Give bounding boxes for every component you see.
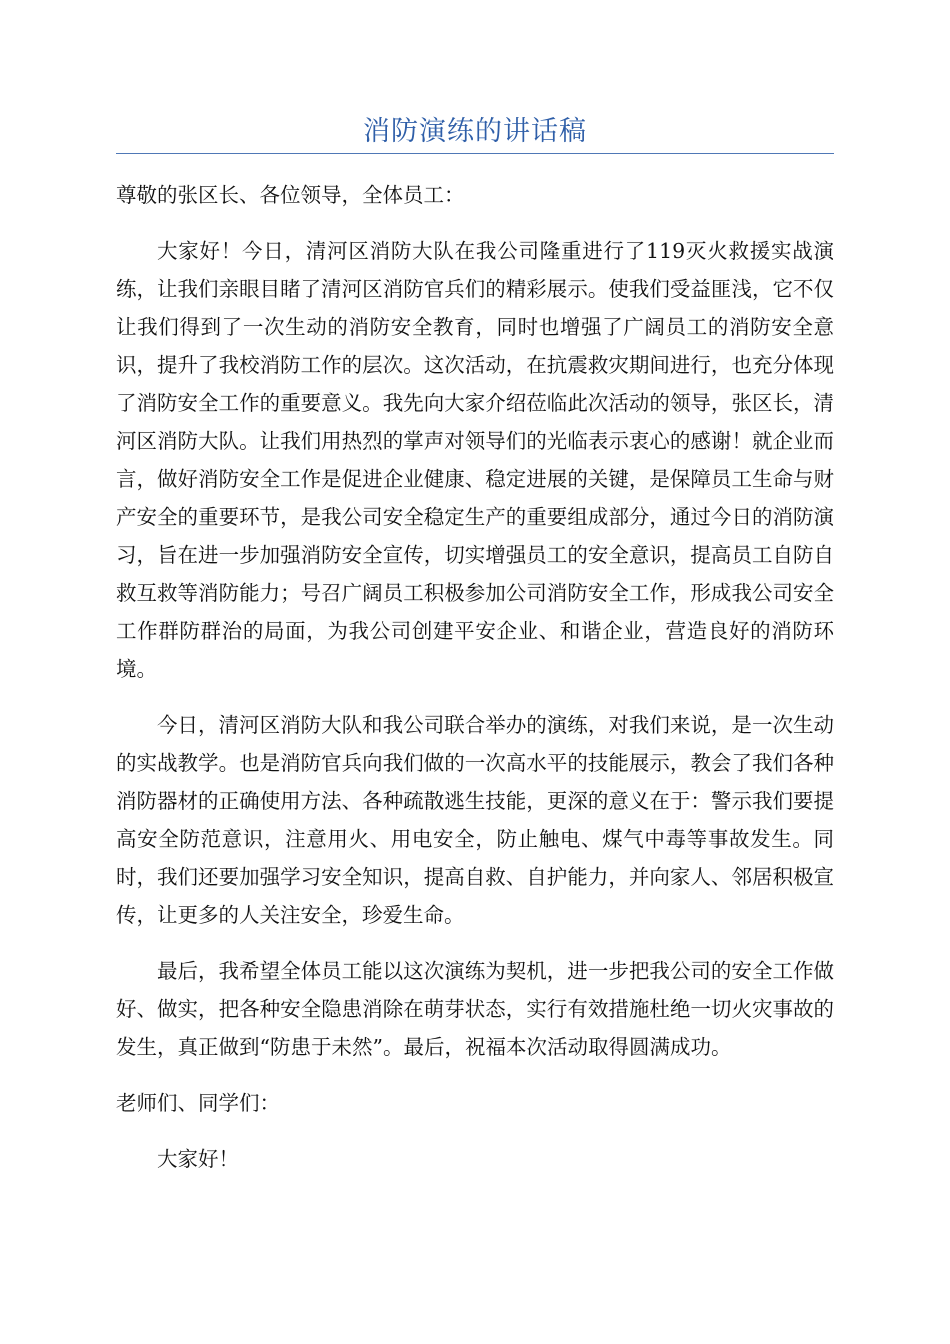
- title-underline: [116, 153, 834, 154]
- salutation: 尊敬的张区长、各位领导，全体员工：: [116, 183, 465, 207]
- document-body: [116, 176, 834, 1196]
- body-paragraph-1: 大家好！今日，清河区消防大队在我公司隆重进行了119灭火救援实战演练，让我们亲眼目睹了清河区消防官兵们的精彩展示。使我们受益匪浅，它不仅让我们得到了一次生动的消防安全教育，同时也增强了广阔员工的消防安全意识，提升了我校消防工作的层次。这次活动，在抗震救灾期间进行，也充分体现了消防安全工作的重要意义。我先向大家介绍莅临此次活动的领导，张区长，清河区消防大队。让我们用热烈的掌声对领导们的光临表示衷心的感谢！就企业而言，做好消防安全工作是促进企业健康、稳定进展的关键，是保障员工生命与财产安全的重要环节，是我公司安全稳定生产的重要组成部分，通过今日的消防演习，旨在进一步加强消防安全宣传，切实增强员工的安全意识，提高员工自防自救互救等消防能力；号召广阔员工积极参加公司消防安全工作，形成我公司安全工作群防群治的局面，为我公司创建平安企业、和谐企业，营造良好的消防环境。: [116, 239, 834, 681]
- second-salutation: 老师们、同学们：: [116, 1091, 280, 1115]
- document-title: 消防演练的讲话稿: [363, 116, 587, 147]
- body-paragraph-3: 最后，我希望全体员工能以这次演练为契机，进一步把我公司的安全工作做好、做实，把各种安全隐患消除在萌芽状态，实行有效措施杜绝一切火灾事故的发生，真正做到“防患于未然”。最后，祝福本次活动取得圆满成功。: [116, 959, 834, 1059]
- body-paragraph-2: 今日，清河区消防大队和我公司联合举办的演练，对我们来说，是一次生动的实战教学。也是消防官兵向我们做的一次高水平的技能展示，教会了我们各种消防器材的正确使用方法、各种疏散逃生技能，更深的意义在于：警示我们要提高安全防范意识，注意用火、用电安全，防止触电、煤气中毒等事故发生。同时，我们还要加强学习安全知识，提高自救、自护能力，并向家人、邻居积极宣传，让更多的人关注安全，珍爱生命。: [116, 713, 834, 927]
- greeting: 大家好！: [157, 1147, 239, 1171]
